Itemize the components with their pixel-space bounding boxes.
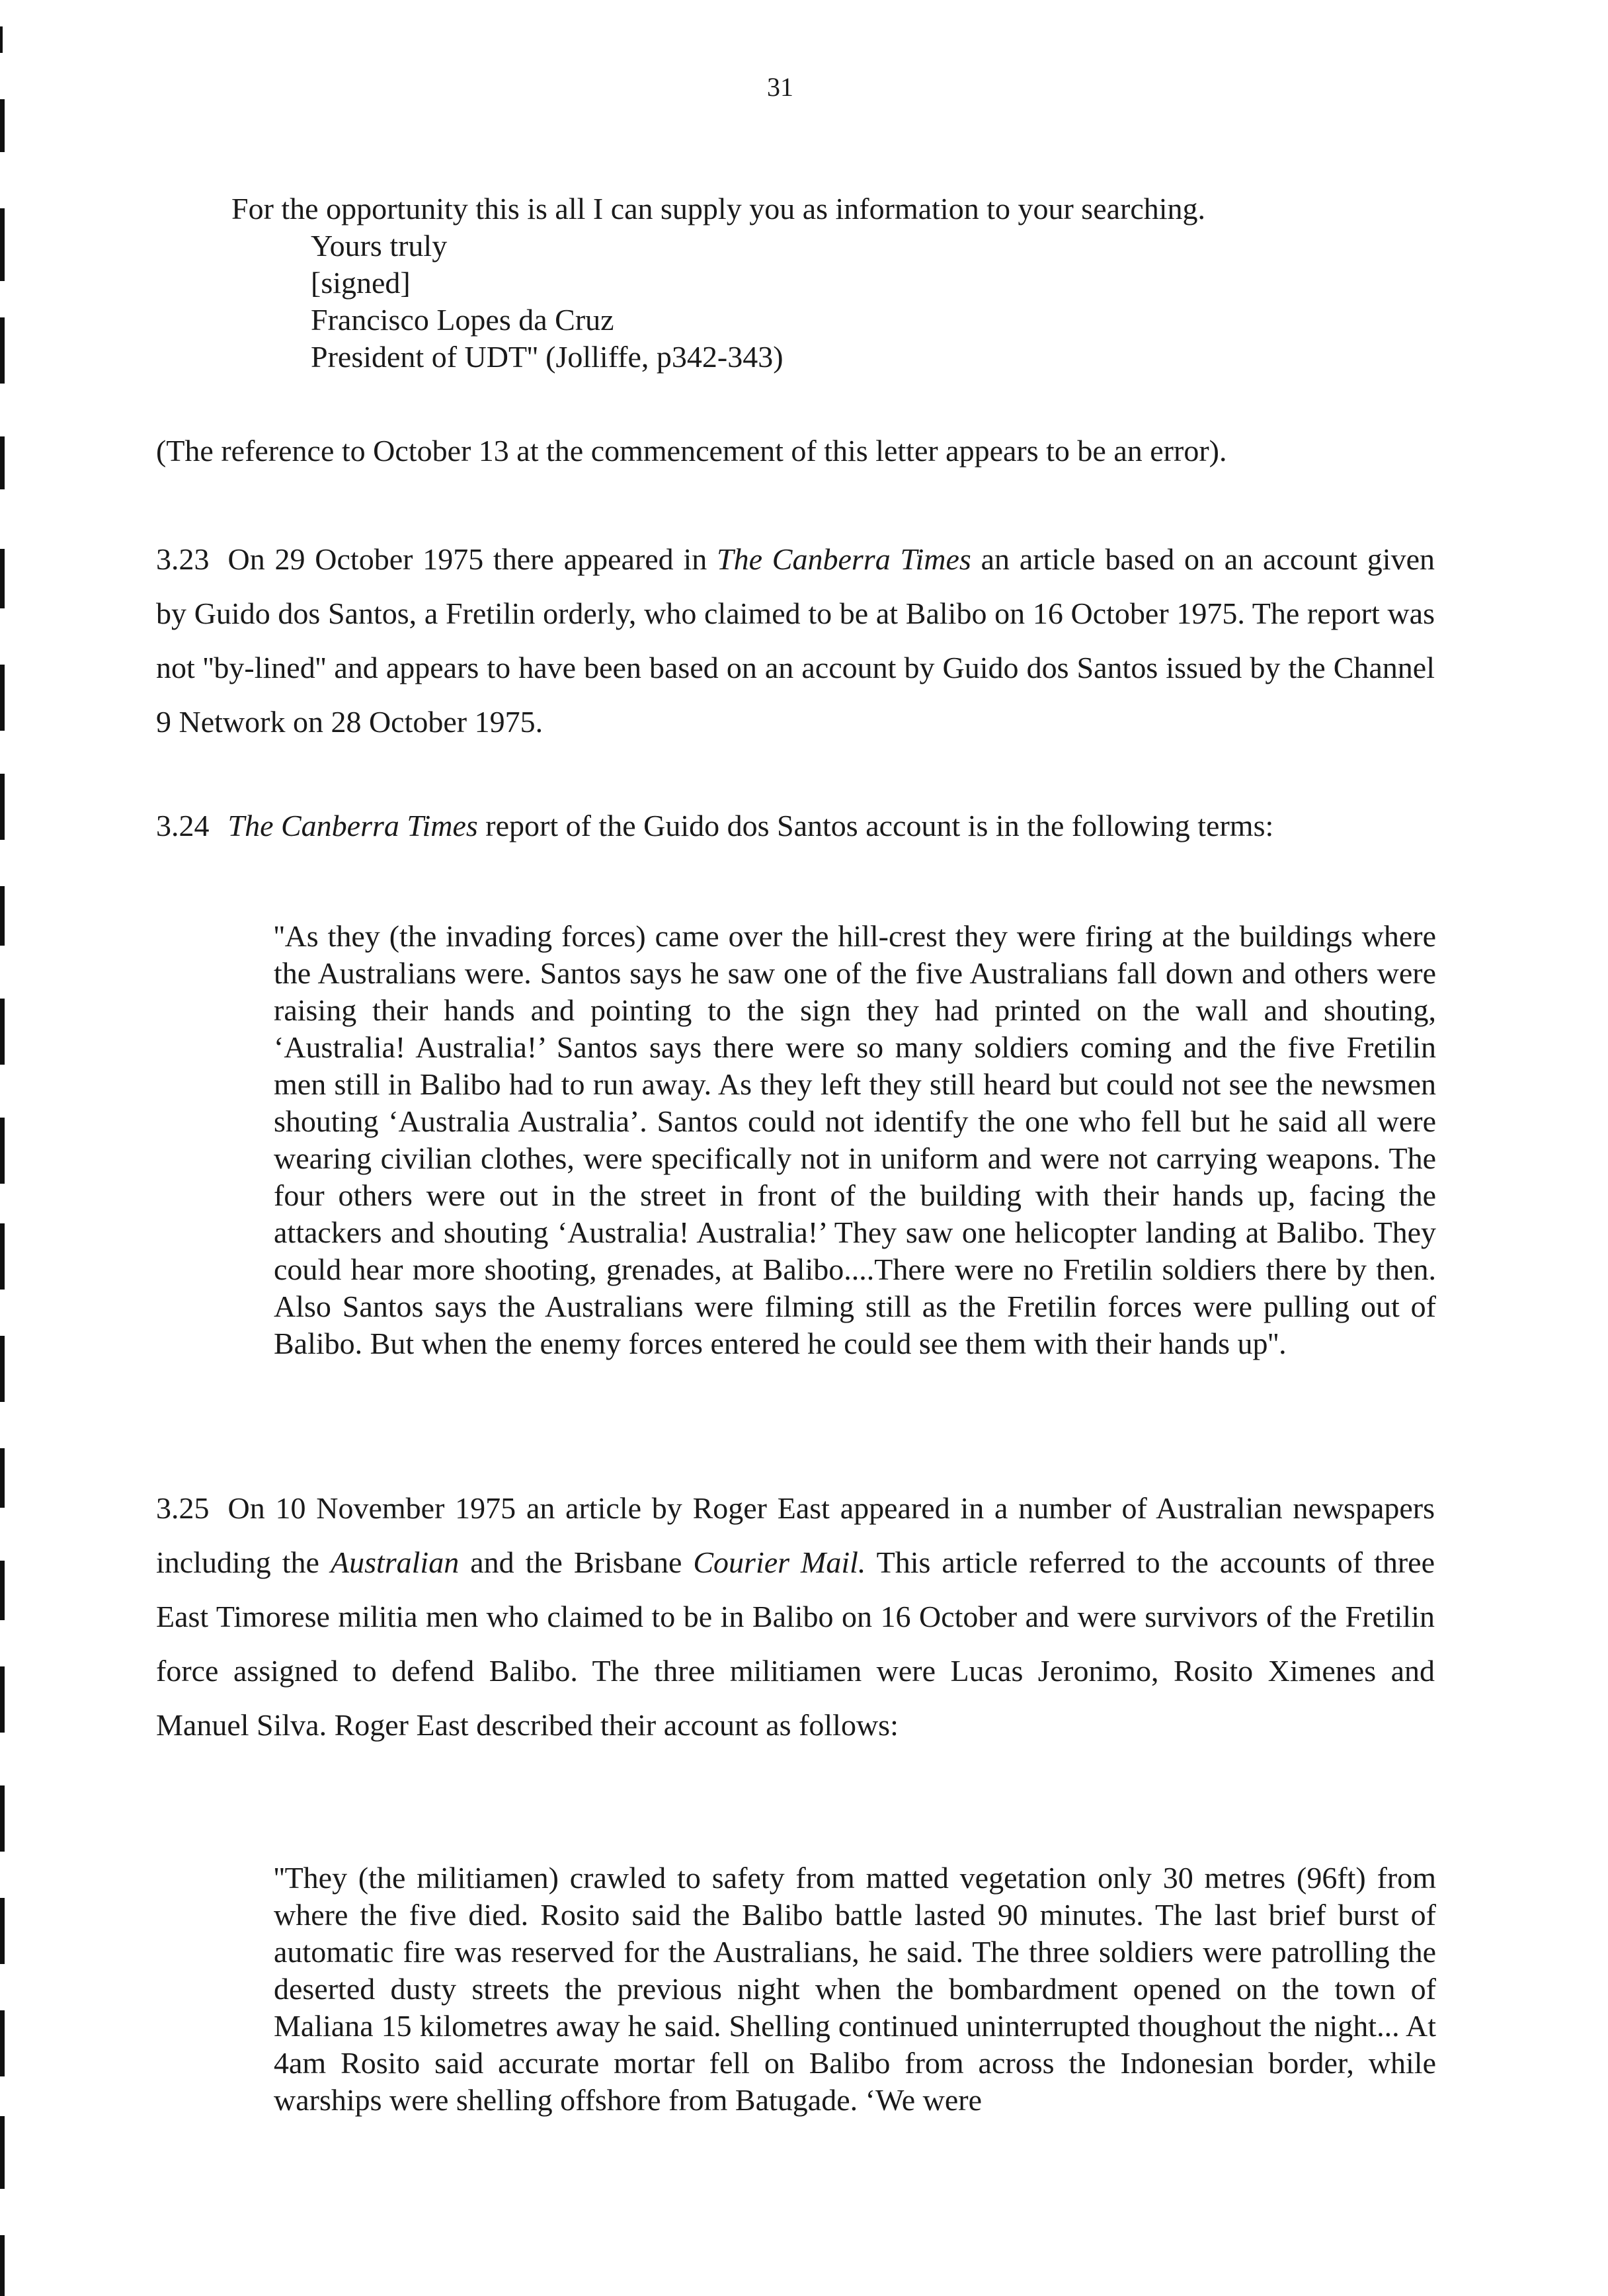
paragraph-text: On 29 October 1975 there appeared in xyxy=(227,542,717,576)
paragraph-text: an article based on an account given by Guido dos Santos, a Fretilin orderly, who claimed to be at Balibo on 16 October 1975. The report was not ''by-lined'' and appears to have been based on an account by Guido dos Santos issued by the Channel 9 Network on 28 October 1975. xyxy=(156,542,1435,739)
paragraph-number: 3.23 xyxy=(156,542,210,576)
letter-line: For the opportunity this is all I can supply you as information to your searching. xyxy=(231,192,1206,226)
paragraph-text: report of the Guido dos Santos account is in the following terms: xyxy=(477,809,1274,842)
publication-title: Courier Mail. xyxy=(693,1545,866,1579)
paragraph-3-23 xyxy=(156,532,1435,749)
block-quote-east: ''They (the militiamen) crawled to safety from matted vegetation only 30 metres (96ft) from where the five died. Rosito said the Balibo battle lasted 90 minutes. The last brief burst of automatic fire was reserved for the Australians, he said. The three soldiers were patrolling the deserted dusty streets the previous night when the bombardment opened on the town of Maliana 15 kilometres away he said. Shelling continued uninterrupted thoughout the night... At 4am Rosito said accurate mortar fell on Balibo from across the Indonesian border, while warships were shelling offshore from Batugade. ‘We were xyxy=(274,1861,1436,2117)
publication-title: Australian xyxy=(330,1545,460,1579)
block-quote-santos: ''As they (the invading forces) came over the hill-crest they were firing at the buildings where the Australians were. Santos says he saw one of the five Australians fall down and others were raising their hands and pointing to the sign they had printed on the wall and shouting, ‘Australia! Australia!’ Santos says there were so many soldiers coming and the five Fretilin men still in Balibo had to run away. As they left they still heard but could not see the newsmen shouting ‘Australia Australia’. Santos could not identify the one who fell but he said all were wearing civilian clothes, were specifically not in uniform and were not carrying weapons. The four others were out in the street in front of the building with their hands up, facing the attackers and shouting ‘Australia! Australia!’ They saw one helicopter landing at Balibo. They could hear more shooting, grenades, at Balibo....There were no Fretilin soldiers there by then. Also Santos says the Australians were filming still as the Fretilin forces were pulling out of Balibo. But when the enemy forces entered he could see them with their hands up''. xyxy=(274,919,1436,1360)
letter-signatory-name: Francisco Lopes da Cruz xyxy=(311,303,614,337)
paragraph-3-24 xyxy=(156,808,1435,843)
paragraph-number: 3.25 xyxy=(156,1491,210,1525)
publication-title: The Canberra Times xyxy=(227,809,478,842)
letter-signatory-title: President of UDT'' (Jolliffe, p342-343) xyxy=(311,340,784,374)
letter-signed: [signed] xyxy=(311,266,411,300)
paragraph-number: 3.24 xyxy=(156,809,210,842)
letter-closing xyxy=(231,190,1435,376)
paragraph-3-25 xyxy=(156,1481,1435,1752)
paragraph-text: On 10 November 1975 an article by Roger East appeared in a number of Australian newspapers including the xyxy=(156,1491,1435,1579)
page-number: 31 xyxy=(767,72,793,102)
publication-title: The Canberra Times xyxy=(717,542,971,576)
paragraph-text: This article referred to the accounts of three East Timorese militia men who claimed to be in Balibo on 16 October and were survivors of the Fretilin force assigned to defend Balibo. The three militiamen were Lucas Jeronimo, Rosito Ximenes and Manuel Silva. Roger East described their account as follows: xyxy=(156,1545,1435,1742)
paragraph-text: and the Brisbane xyxy=(459,1545,694,1579)
editorial-note: (The reference to October 13 at the commencement of this letter appears to be an error). xyxy=(156,434,1227,468)
letter-salutation: Yours truly xyxy=(311,229,448,263)
